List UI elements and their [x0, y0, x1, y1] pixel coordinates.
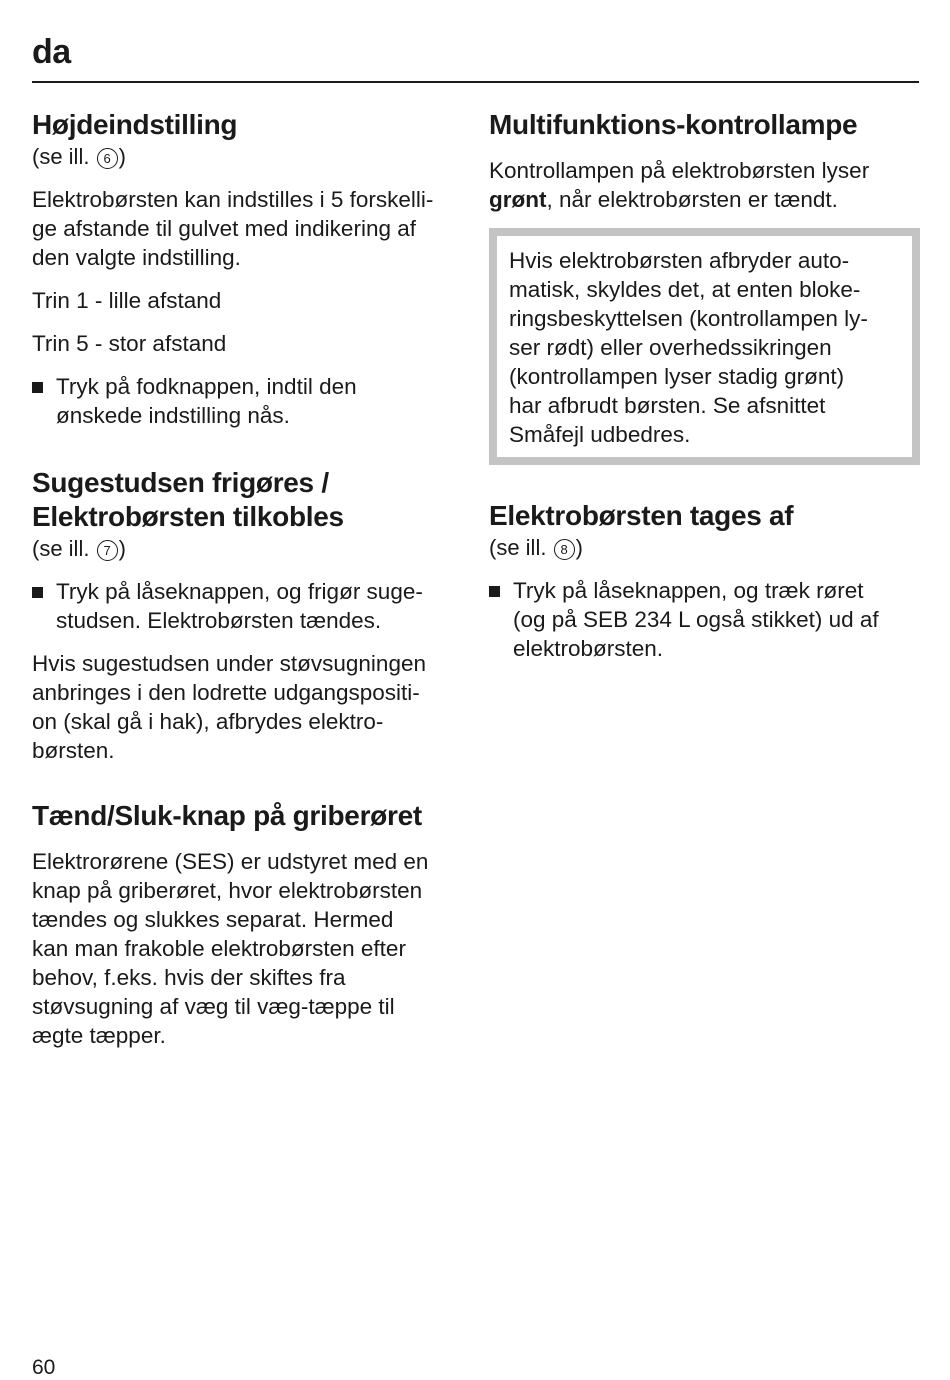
paragraph: Kontrollampen på elektrobørsten lyser grønt, når elektrobørsten er tændt. — [489, 158, 870, 212]
section-title-hojdeindstilling: Højdeindstilling — [32, 109, 238, 140]
page-number: 60 — [32, 1356, 56, 1379]
section-title-sugestudsen: Sugestudsen frigøres / Elektrobørsten tilkobles — [32, 467, 344, 532]
section-title-taend-sluk: Tænd/Sluk-knap på griberøret — [32, 800, 422, 831]
language-code: da — [32, 33, 71, 71]
step-5-text: Trin 5 - stor afstand — [32, 331, 227, 356]
left-column — [32, 108, 464, 1050]
illustration-reference: (se ill. 6 ) — [32, 144, 126, 169]
illustration-number-badge: 6 — [97, 148, 118, 169]
illustration-reference: (se ill. 8 ) — [489, 535, 583, 560]
paragraph: Elektrobørsten kan indstilles i 5 forskelli- ge afstande til gulvet med indikering af den valgte indstilling. — [32, 187, 434, 270]
section-title-kontrollampe: Multifunktions-kontrollampe — [489, 109, 858, 140]
right-column — [489, 108, 920, 663]
section-title-tages-af: Elektrobørsten tages af — [489, 500, 794, 531]
note-box: Hvis elektrobørsten afbryder auto- matisk, skyldes det, at enten bloke- ringsbeskyttelsen (kontrollampen ly- ser rødt) eller overhedssikringen (kontrollampen lyser stadig grønt) har afbrudt børsten. Se afsnittet Småfejl udbedres. — [489, 228, 920, 465]
paragraph: Elektrorørene (SES) er udstyret med en knap på griberøret, hvor elektrobørsten tændes og slukkes separat. Hermed kan man frakoble elektrobørsten efter behov, f.eks. hvis der skiftes fra støvsugning af væg til væg-tæppe til ægte tæpper. — [32, 849, 429, 1048]
paragraph: Hvis sugestudsen under støvsugningen anbringes i den lodrette udgangspositi- on (skal gå i hak), afbrydes elektro- børsten. — [32, 651, 426, 763]
header-divider — [32, 81, 919, 83]
illustration-reference: (se ill. 7 ) — [32, 536, 126, 561]
illustration-number-badge: 7 — [97, 540, 118, 561]
instruction-bullet: Tryk på låseknappen, og træk røret (og på SEB 234 L også stikket) ud af elektrobørsten. — [489, 576, 920, 663]
instruction-bullet: Tryk på låseknappen, og frigør suge- studsen. Elektrobørsten tændes. — [32, 577, 464, 635]
illustration-number-badge: 8 — [554, 539, 575, 560]
instruction-bullet: Tryk på fodknappen, indtil den ønskede indstilling nås. — [32, 372, 464, 430]
step-1-text: Trin 1 - lille afstand — [32, 288, 222, 313]
